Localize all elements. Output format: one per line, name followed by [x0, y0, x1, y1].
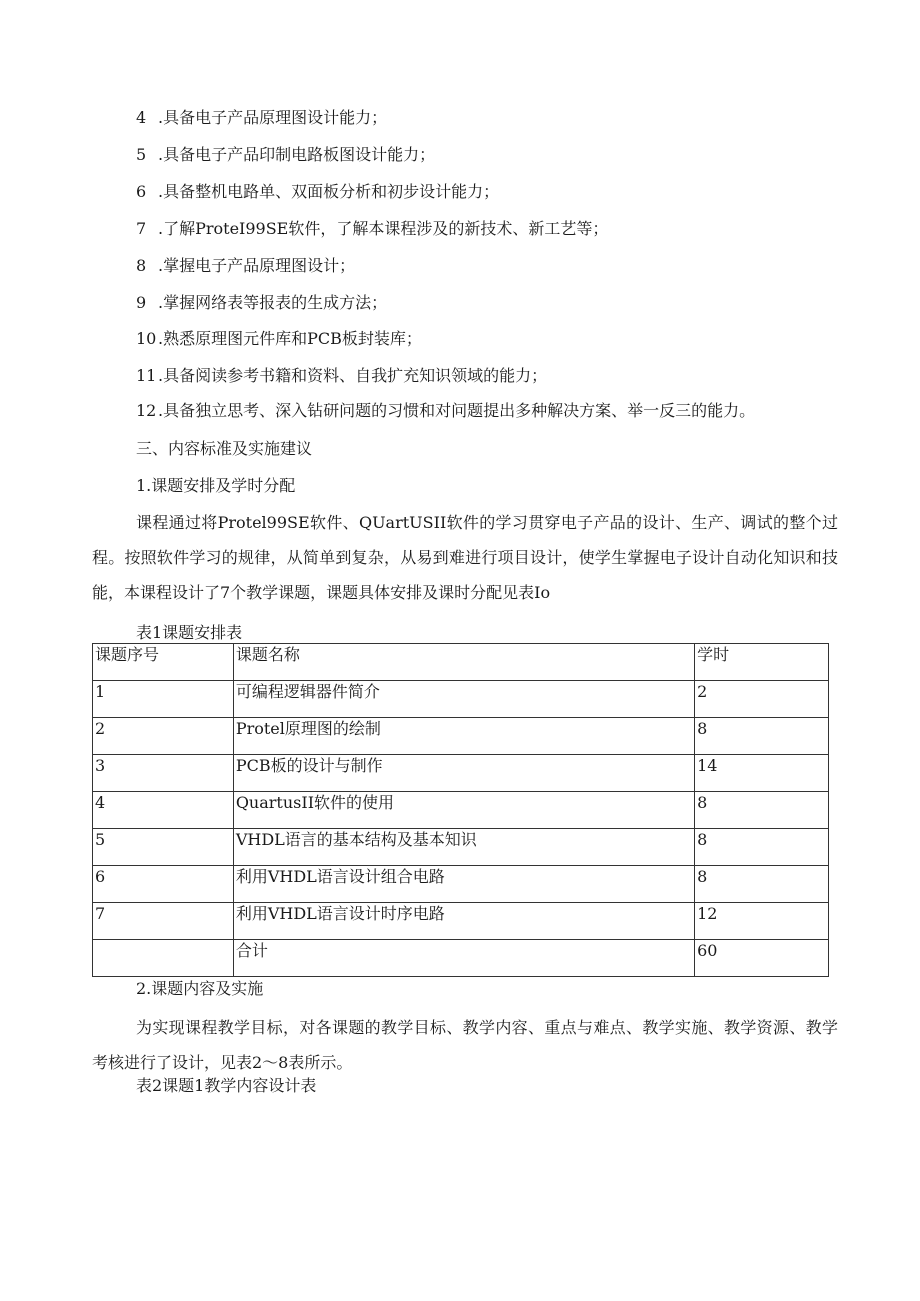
section-heading: 三、内容标准及实施建议 — [136, 439, 313, 458]
subsection-heading: 2.课题内容及实施 — [136, 979, 264, 998]
objective-item: 8 .掌握电子产品原理图设计； — [136, 256, 356, 275]
objective-item: 12 .具备独立思考、深入钻研问题的习惯和对问题提出多种解决方案、举一反三的能力。 — [136, 401, 756, 420]
column-header: 课题序号 — [93, 644, 234, 681]
table-cell: 8 — [695, 792, 829, 829]
table-row — [93, 755, 829, 792]
table-cell: 14 — [695, 755, 829, 792]
table-cell: 5 — [93, 829, 234, 866]
column-header: 课题名称 — [233, 644, 694, 681]
objective-item: 6 .具备整机电路单、双面板分析和初步设计能力； — [136, 182, 500, 201]
body-paragraph: 课程通过将Protel99SE软件、QUartUSII软件的学习贯穿电子产品的设计、生产、调试的整个过程。按照软件学习的规律，从简单到复杂，从易到难进行项目设计，使学生掌握电子设计自动化知识和技能，本课程设计了7个教学课题，课题具体安排及课时分配见表Io — [92, 513, 838, 602]
table-cell: 60 — [695, 940, 829, 977]
table-caption: 表1课题安排表 — [136, 623, 243, 642]
objective-item: 11 .具备阅读参考书籍和资料、自我扩充知识领域的能力； — [136, 366, 548, 385]
subsection-heading: 1.课题安排及学时分配 — [136, 476, 296, 495]
table-row — [93, 681, 829, 718]
table-cell: 2 — [695, 681, 829, 718]
objective-item: 5 .具备电子产品印制电路板图设计能力； — [136, 145, 436, 164]
table-cell — [93, 940, 234, 977]
objective-item: 4 .具备电子产品原理图设计能力； — [136, 108, 388, 127]
table-cell: 12 — [695, 903, 829, 940]
table-cell: PCB板的设计与制作 — [233, 755, 694, 792]
body-paragraph: 为实现课程教学目标，对各课题的教学目标、教学内容、重点与难点、教学实施、教学资源、教学考核进行了设计，见表2～8表所示。 — [92, 1018, 838, 1072]
table-cell: 合计 — [233, 940, 694, 977]
table-total-row — [93, 940, 829, 977]
table-cell: 可编程逻辑器件简介 — [233, 681, 694, 718]
objective-item: 9 .掌握网络表等报表的生成方法； — [136, 293, 388, 312]
table-cell: 2 — [93, 718, 234, 755]
table-caption: 表2课题1教学内容设计表 — [136, 1076, 317, 1095]
objective-item: 7 .了解ProteI99SE软件，了解本课程涉及的新技术、新工艺等； — [136, 219, 609, 238]
table-row — [93, 718, 829, 755]
table-cell: 7 — [93, 903, 234, 940]
course-schedule-table — [92, 643, 829, 977]
table-cell: VHDL语言的基本结构及基本知识 — [233, 829, 694, 866]
table-cell: 8 — [695, 866, 829, 903]
table-row — [93, 829, 829, 866]
table-cell: 6 — [93, 866, 234, 903]
table-cell: 8 — [695, 718, 829, 755]
table-cell: 8 — [695, 829, 829, 866]
column-header: 学时 — [695, 644, 829, 681]
table-cell: 利用VHDL语言设计组合电路 — [233, 866, 694, 903]
table-header-row — [93, 644, 829, 681]
table-cell: 1 — [93, 681, 234, 718]
table-row — [93, 866, 829, 903]
table-row — [93, 792, 829, 829]
table-row — [93, 903, 829, 940]
table-cell: QuartusII软件的使用 — [233, 792, 694, 829]
table-cell: 4 — [93, 792, 234, 829]
objective-item: 10 .熟悉原理图元件库和PCB板封装库； — [136, 329, 422, 348]
table-cell: 利用VHDL语言设计时序电路 — [233, 903, 694, 940]
table-cell: 3 — [93, 755, 234, 792]
table-cell: Protel原理图的绘制 — [233, 718, 694, 755]
